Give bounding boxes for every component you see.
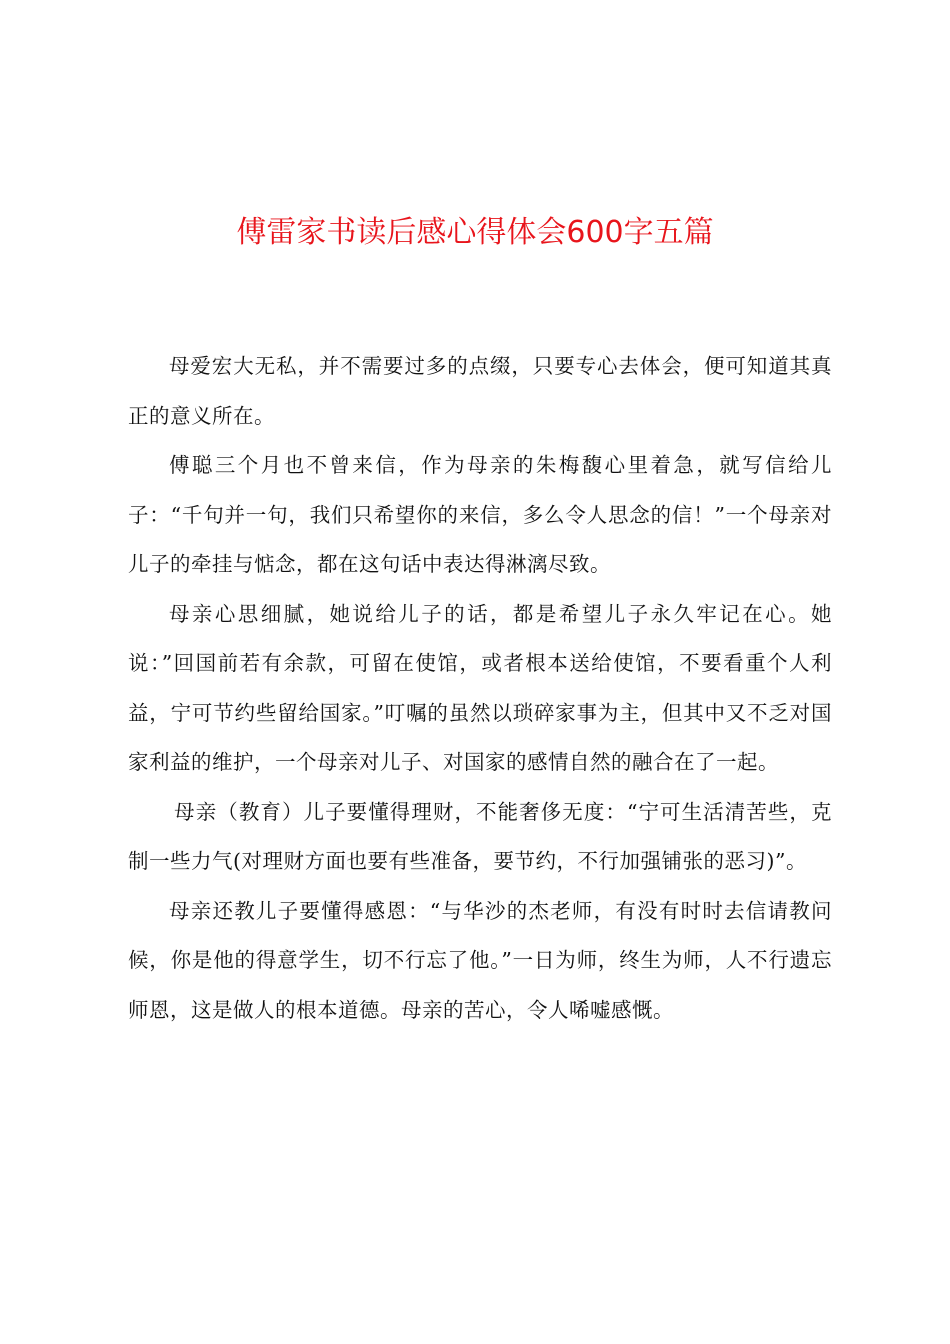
paragraph-1: 母爱宏大无私，并不需要过多的点缀，只要专心去体会，便可知道其真正的意义所在。 [128, 354, 832, 428]
paragraph-3: 母亲心思细腻，她说给儿子的话，都是希望儿子永久牢记在心。她说：”回国前若有余款，可留在使馆，或者根本送给使馆，不要看重个人利益，宁可节约些留给国家。”叮嘱的虽然以琐碎家事为主，但其中又不乏对国家利益的维护，一个母亲对儿子、对国家的感情自然的融合在了一起。 [128, 601, 832, 774]
document-body [128, 342, 832, 1035]
paragraph-5: 母亲还教儿子要懂得感恩：“与华沙的杰老师，有没有时时去信请教问候，你是他的得意学生，切不行忘了他。”一日为师，终生为师，人不行遗忘师恩，这是做人的根本道德。母亲的苦心，令人唏嘘感慨。 [128, 898, 832, 1022]
paragraph-2: 傅聪三个月也不曾来信，作为母亲的朱梅馥心里着急，就写信给儿子：“千句并一句，我们只希望你的来信，多么令人思念的信！”一个母亲对儿子的牵挂与惦念，都在这句话中表达得淋漓尽致。 [128, 453, 832, 576]
document-title: 傅雷家书读后感心得体会600字五篇 [236, 215, 714, 250]
paragraph-4: 母亲（教育）儿子要懂得理财，不能奢侈无度：“宁可生活清苦些，克制一些力气(对理财方面也要有些准备，要节约，不行加强铺张的恶习)”。 [128, 799, 832, 873]
